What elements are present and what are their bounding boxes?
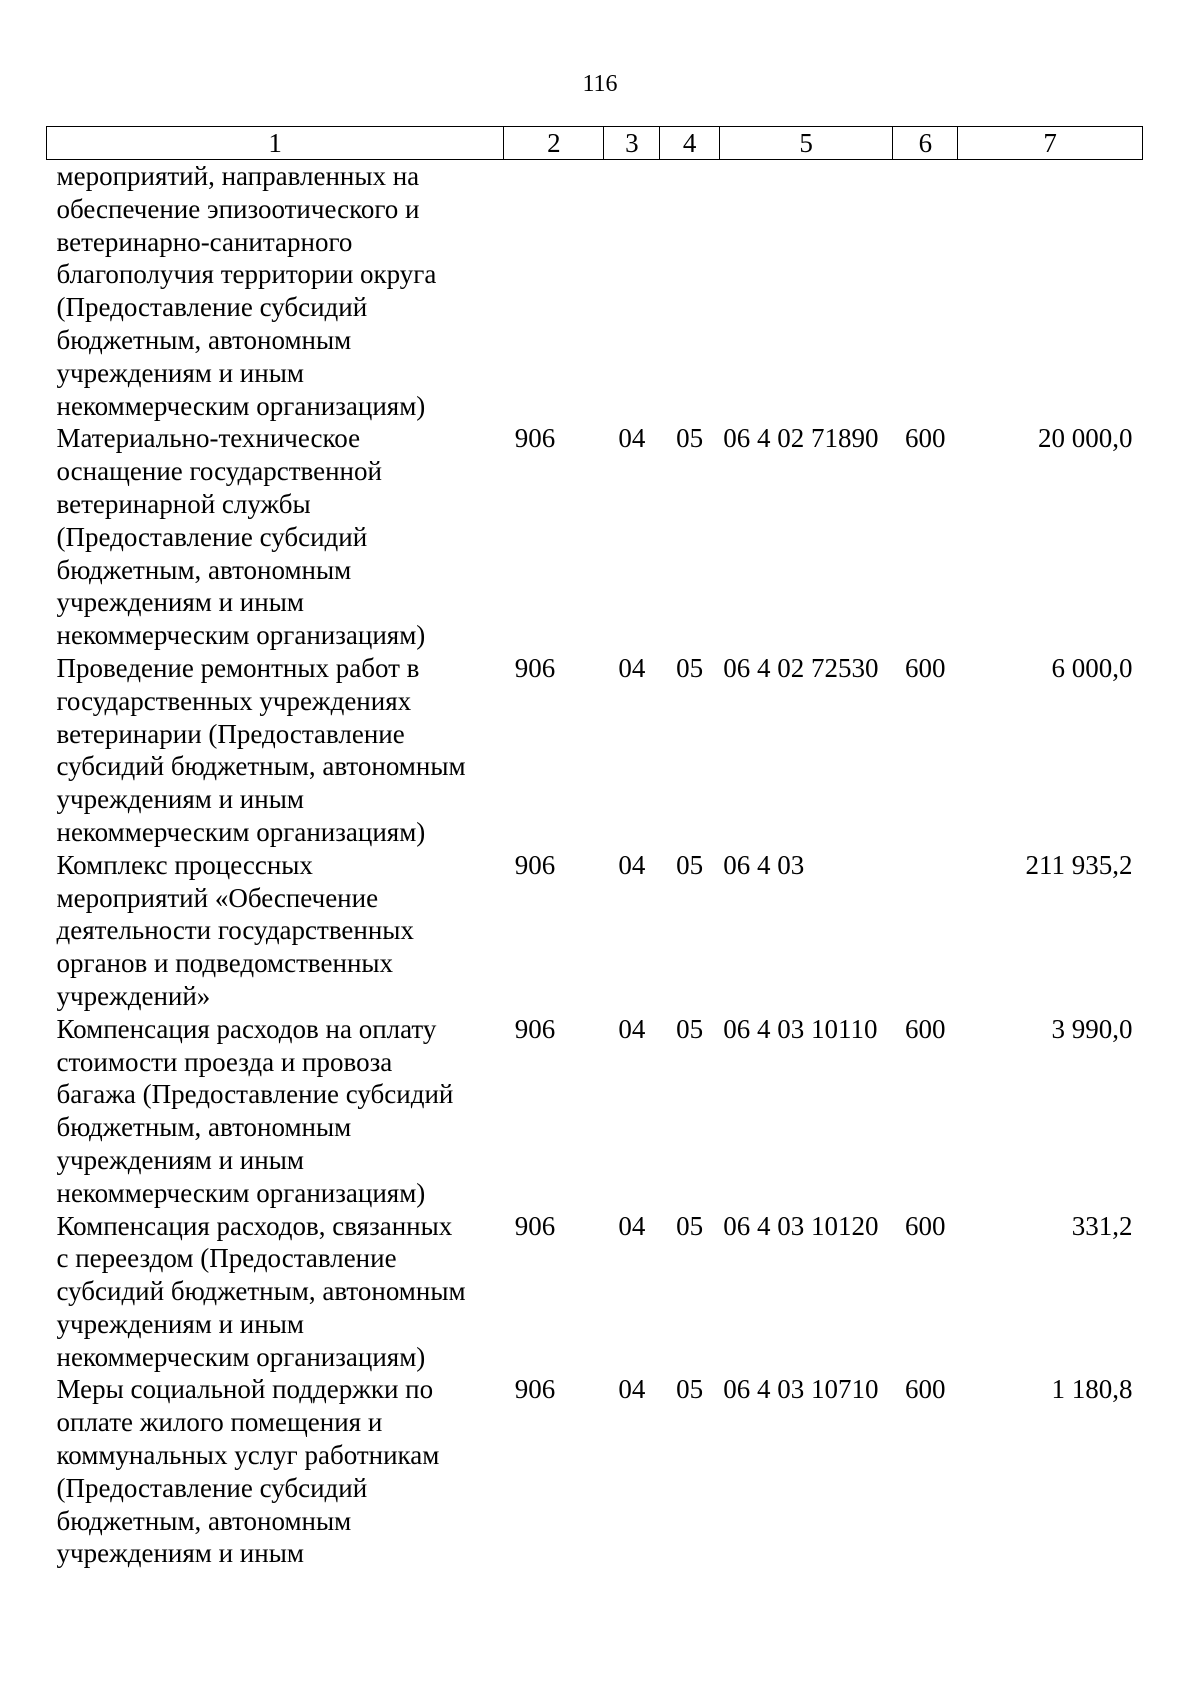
section-code-cell: 04 xyxy=(618,1013,646,1044)
table-header xyxy=(47,127,1143,160)
header-col-5: 5 xyxy=(719,127,893,160)
expense-name-line: учреждениям и иным xyxy=(56,1144,304,1175)
expense-name-cell xyxy=(47,160,504,423)
expense-name-cell xyxy=(47,422,504,652)
expense-type-cell: 600 xyxy=(904,1210,946,1241)
amount-cell: 3 990,0 xyxy=(1051,1013,1133,1044)
expense-type-cell: 600 xyxy=(904,1013,946,1044)
amount-cell: 6 000,0 xyxy=(1051,652,1133,683)
header-col-6: 6 xyxy=(893,127,958,160)
expense-name-line: субсидий бюджетным, автономным xyxy=(56,1276,466,1307)
expense-name-line: Компенсация расходов на оплату xyxy=(56,1013,437,1044)
ministry-code-cell: 906 xyxy=(514,1210,556,1241)
expense-name-line: багажа (Предоставление субсидий xyxy=(56,1079,454,1110)
ministry-code-cell: 906 xyxy=(514,1374,556,1405)
expense-name-cell xyxy=(47,1013,504,1210)
expense-name-cell xyxy=(47,1210,504,1374)
subsection-code-cell: 05 xyxy=(676,1210,704,1241)
section-code-cell: 04 xyxy=(618,423,646,454)
header-col-7: 7 xyxy=(958,127,1143,160)
expense-name-line: оснащение государственной xyxy=(56,456,382,487)
expense-name-cell xyxy=(47,849,504,1013)
table-body xyxy=(47,160,1143,1571)
section-code-cell: 04 xyxy=(618,849,646,880)
subsection-code-cell: 05 xyxy=(676,1013,704,1044)
expense-name-line: некоммерческим организациям) xyxy=(56,816,426,847)
expense-name-line: деятельности государственных xyxy=(56,915,414,946)
table-row xyxy=(47,849,1143,1013)
expense-name-line: органов и подведомственных xyxy=(56,948,394,979)
expense-name-line: учреждениям и иным xyxy=(56,1308,304,1339)
expense-name-line: некоммерческим организациям) xyxy=(56,620,426,651)
expense-name-line: коммунальных услуг работникам xyxy=(56,1440,440,1471)
subsection-code-cell: 05 xyxy=(676,1374,704,1405)
header-col-4: 4 xyxy=(660,127,719,160)
target-article-cell: 06 4 02 71890 xyxy=(723,423,879,454)
section-code-cell: 04 xyxy=(618,1374,646,1405)
table-row xyxy=(47,652,1143,849)
expense-name-line: учреждениям и иным xyxy=(56,1538,304,1569)
table-row xyxy=(47,1373,1143,1570)
expense-name-line: Проведение ремонтных работ в xyxy=(56,652,420,683)
expense-name-line: (Предоставление субсидий xyxy=(56,521,368,552)
expense-type-cell xyxy=(893,160,958,423)
expense-name-line: бюджетным, автономным xyxy=(56,1505,352,1536)
subsection-code-cell xyxy=(660,160,719,423)
table-row xyxy=(47,1013,1143,1210)
table-row xyxy=(47,160,1143,423)
expense-name-line: бюджетным, автономным xyxy=(56,324,352,355)
expense-name-line: государственных учреждениях xyxy=(56,685,412,716)
expense-type-cell: 600 xyxy=(904,423,946,454)
budget-table xyxy=(46,126,1143,1570)
expense-name-line: оплате жилого помещения и xyxy=(56,1407,383,1438)
subsection-code-cell: 05 xyxy=(676,652,704,683)
target-article-cell: 06 4 03 10110 xyxy=(723,1013,878,1044)
table-row xyxy=(47,1210,1143,1374)
expense-type-cell: 600 xyxy=(904,652,946,683)
expense-name-line: благополучия территории округа xyxy=(56,259,437,290)
expense-name-line: ветеринарной службы xyxy=(56,488,311,519)
expense-name-line: Материально-техническое xyxy=(56,423,361,454)
expense-name-line: бюджетным, автономным xyxy=(56,554,352,585)
expense-name-line: Меры социальной поддержки по xyxy=(56,1374,434,1405)
expense-name-line: бюджетным, автономным xyxy=(56,1112,352,1143)
expense-name-line: (Предоставление субсидий xyxy=(56,292,368,323)
target-article-cell: 06 4 02 72530 xyxy=(723,652,879,683)
section-code-cell: 04 xyxy=(618,652,646,683)
expense-name-line: (Предоставление субсидий xyxy=(56,1472,368,1503)
target-article-cell: 06 4 03 10120 xyxy=(723,1210,879,1241)
expense-name-line: Компенсация расходов, связанных xyxy=(56,1210,453,1241)
expense-name-line: ветеринарии (Предоставление xyxy=(56,718,405,749)
expense-name-line: учреждениям и иным xyxy=(56,587,304,618)
expense-name-line: учреждениям и иным xyxy=(56,357,304,388)
table-row xyxy=(47,422,1143,652)
header-col-2: 2 xyxy=(504,127,604,160)
target-article-cell: 06 4 03 10710 xyxy=(723,1374,879,1405)
expense-name-cell xyxy=(47,1373,504,1570)
amount-cell: 331,2 xyxy=(1071,1210,1133,1241)
section-code-cell xyxy=(604,160,660,423)
expense-name-line: Комплекс процессных xyxy=(56,849,313,880)
expense-name-line: учреждениям и иным xyxy=(56,784,304,815)
expense-name-line: обеспечение эпизоотического и xyxy=(56,193,420,224)
ministry-code-cell xyxy=(504,160,604,423)
header-row xyxy=(47,127,1143,160)
expense-name-line: субсидий бюджетным, автономным xyxy=(56,751,466,782)
expense-name-line: мероприятий, направленных на xyxy=(56,161,420,191)
amount-cell: 20 000,0 xyxy=(1038,423,1133,454)
amount-cell: 211 935,2 xyxy=(1025,849,1133,880)
expense-type-cell: 600 xyxy=(904,1374,946,1405)
expense-name-line: некоммерческим организациям) xyxy=(56,1177,426,1208)
expense-name-line: некоммерческим организациям) xyxy=(56,390,426,421)
expense-name-line: с переездом (Предоставление xyxy=(56,1243,397,1274)
section-code-cell: 04 xyxy=(618,1210,646,1241)
expense-name-line: некоммерческим организациям) xyxy=(56,1341,426,1372)
expense-name-line: стоимости проезда и провоза xyxy=(56,1046,393,1077)
expense-name-line: ветеринарно-санитарного xyxy=(56,226,353,257)
subsection-code-cell: 05 xyxy=(676,423,704,454)
target-article-cell xyxy=(719,160,893,423)
ministry-code-cell: 906 xyxy=(514,423,556,454)
expense-type-cell xyxy=(893,849,958,1013)
ministry-code-cell: 906 xyxy=(514,652,556,683)
amount-cell xyxy=(958,160,1143,423)
header-col-3: 3 xyxy=(604,127,660,160)
amount-cell: 1 180,8 xyxy=(1051,1374,1133,1405)
subsection-code-cell: 05 xyxy=(676,849,704,880)
ministry-code-cell: 906 xyxy=(514,849,556,880)
target-article-cell: 06 4 03 xyxy=(723,849,805,880)
expense-name-line: мероприятий «Обеспечение xyxy=(56,882,379,913)
expense-name-line: учреждений» xyxy=(56,980,211,1011)
header-col-1: 1 xyxy=(47,127,504,160)
ministry-code-cell: 906 xyxy=(514,1013,556,1044)
expense-name-cell xyxy=(47,652,504,849)
page-number: 116 xyxy=(582,71,618,97)
